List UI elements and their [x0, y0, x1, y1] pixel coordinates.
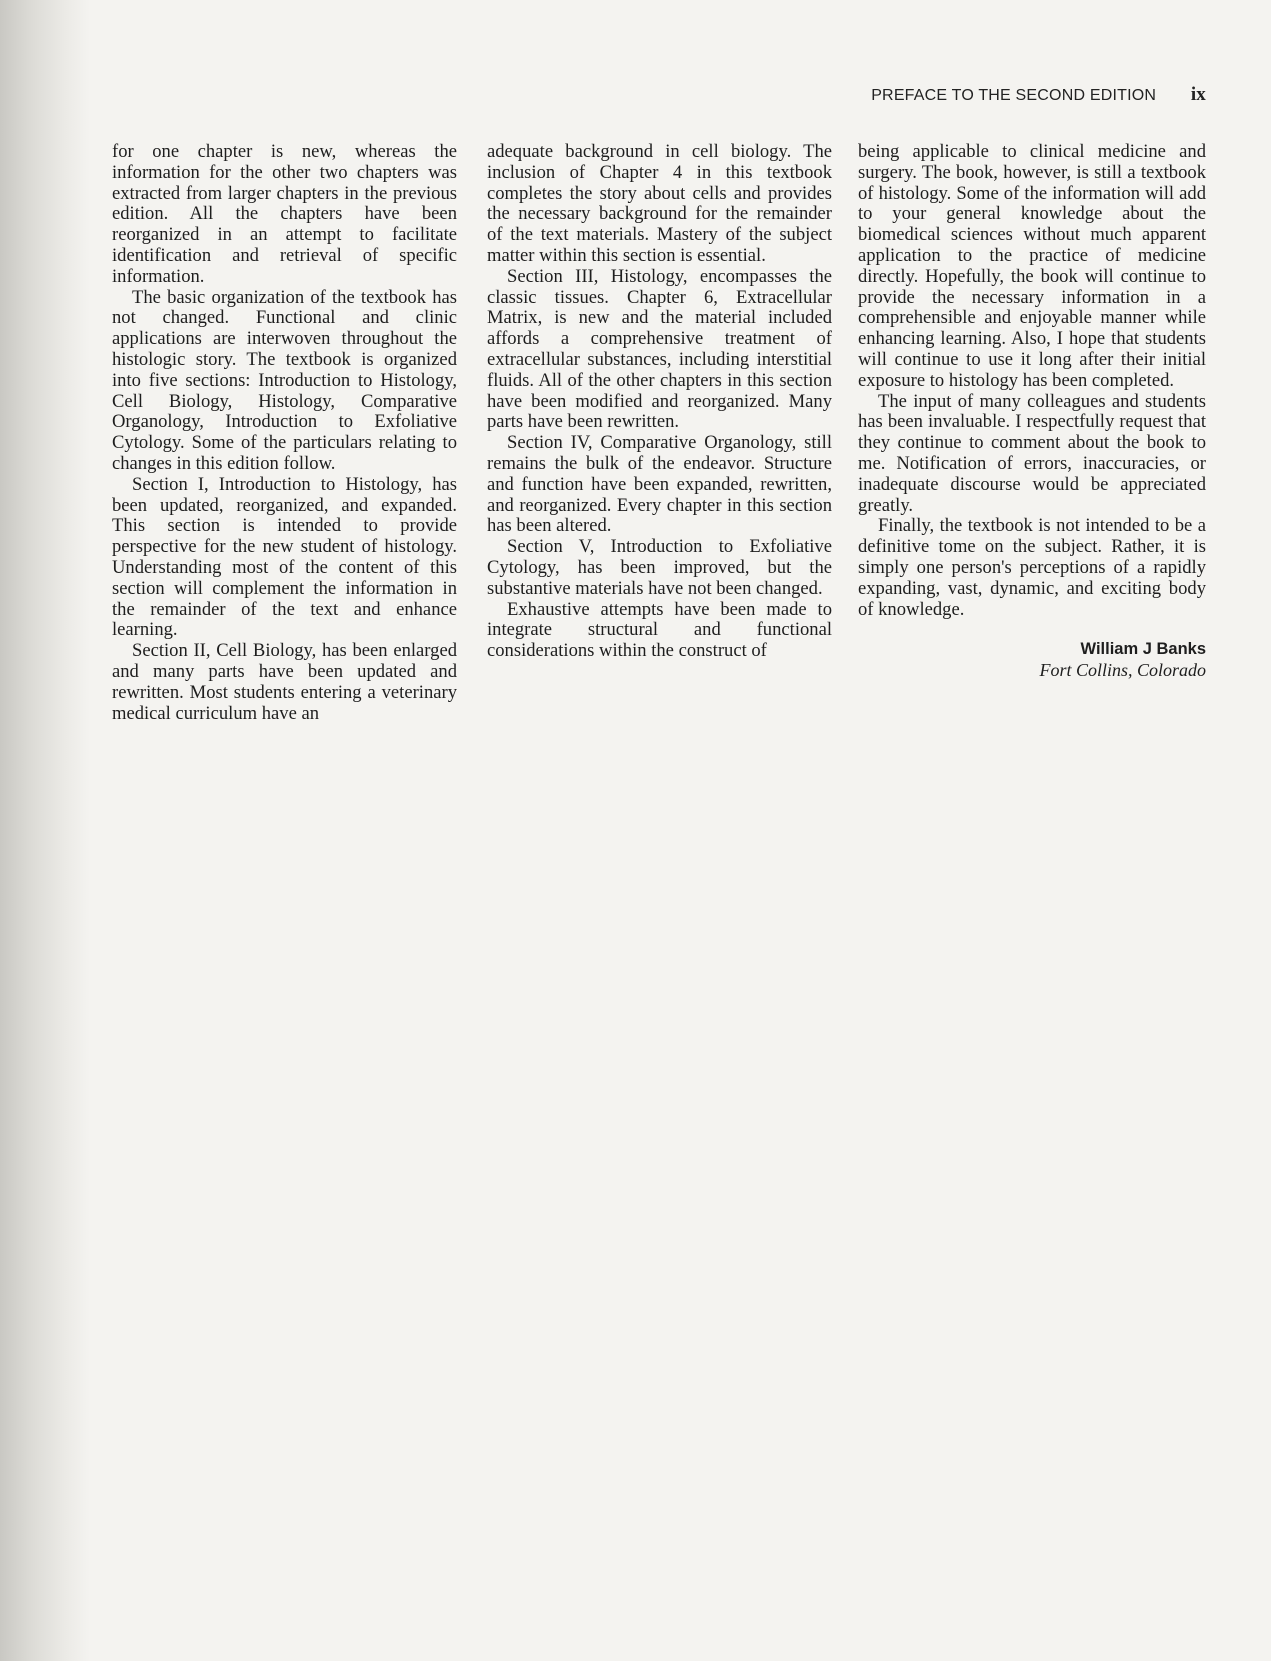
paragraph: Section IV, Comparative Organology, still remains the bulk of the endeavor. Structure and function have been expanded, rewritten, and reorganized. Every chapter in this section has been altered. — [487, 432, 832, 537]
text-column-2 — [487, 142, 832, 662]
page-number: ix — [1190, 84, 1206, 105]
paragraph: Finally, the textbook is not intended to be a definitive tome on the subject. Rather, it is simply one person's perceptions of a rapidly expanding, vast, dynamic, and exciting body of knowledge. — [858, 515, 1206, 620]
text-column-1 — [112, 142, 457, 724]
paragraph: being applicable to clinical medicine and surgery. The book, however, is still a textbook of histology. Some of the information will add to your general knowledge about the biomedical sciences without much apparent application to the practice of medicine directly. Hopefully, the book will continue to provide the necessary information in a comprehensible and enjoyable manner while enhancing learning. Also, I hope that students will continue to use it long after their initial exposure to histology has been completed. — [858, 141, 1206, 391]
paragraph: Exhaustive attempts have been made to integrate structural and functional considerations within the construct of — [487, 598, 832, 662]
paragraph: Section I, Introduction to Histology, has been updated, reorganized, and expanded. This section is intended to provide perspective for the new student of histology. Understanding most of the content of this section will complement the information in the remainder of the text and enhance learning. — [112, 473, 457, 641]
text-column-3 — [858, 142, 1206, 681]
paragraph: Section III, Histology, encompasses the classic tissues. Chapter 6, Extracellular Matrix, is new and the material included affords a comprehensive treatment of extracellular substances, including interstitial fluids. All of the other chapters in this section have been modified and reorganized. Many parts have been rewritten. — [487, 265, 832, 433]
signature-block — [858, 638, 1206, 681]
running-header — [871, 84, 1206, 106]
author-name: William J Banks — [1080, 640, 1206, 659]
paragraph: for one chapter is new, whereas the information for the other two chapters was extracted from larger chapters in the previous edition. All the chapters have been reorganized in an attempt to facilitate identification and retrieval of specific information. — [112, 141, 457, 287]
paragraph: The input of many colleagues and students has been invaluable. I respectfully request that they continue to comment about the book to me. Notification of errors, inaccuracies, or inadequate discourse would be appreciated greatly. — [858, 390, 1206, 516]
paragraph: Section II, Cell Biology, has been enlarged and many parts have been updated and rewritten. Most students entering a veterinary medical curriculum have an — [112, 640, 457, 724]
book-spine-shadow — [0, 0, 90, 1661]
author-location: Fort Collins, Colorado — [1039, 660, 1206, 681]
running-header-title: PREFACE TO THE SECOND EDITION — [871, 87, 1157, 104]
paragraph: adequate background in cell biology. The inclusion of Chapter 4 in this textbook completes the story about cells and provides the necessary background for the remainder of the text materials. Mastery of the subject matter within this section is essential. — [487, 141, 832, 266]
paragraph: Section V, Introduction to Exfoliative Cytology, has been improved, but the substantive materials have not been changed. — [487, 536, 832, 599]
paragraph: The basic organization of the textbook has not changed. Functional and clinic applications are interwoven throughout the histologic story. The textbook is organized into five sections: Introduction to Histology, Cell Biology, Histology, Comparative Organology, Introduction to Exfoliative Cytology. Some of the particulars relating to changes in this edition follow. — [112, 286, 457, 474]
